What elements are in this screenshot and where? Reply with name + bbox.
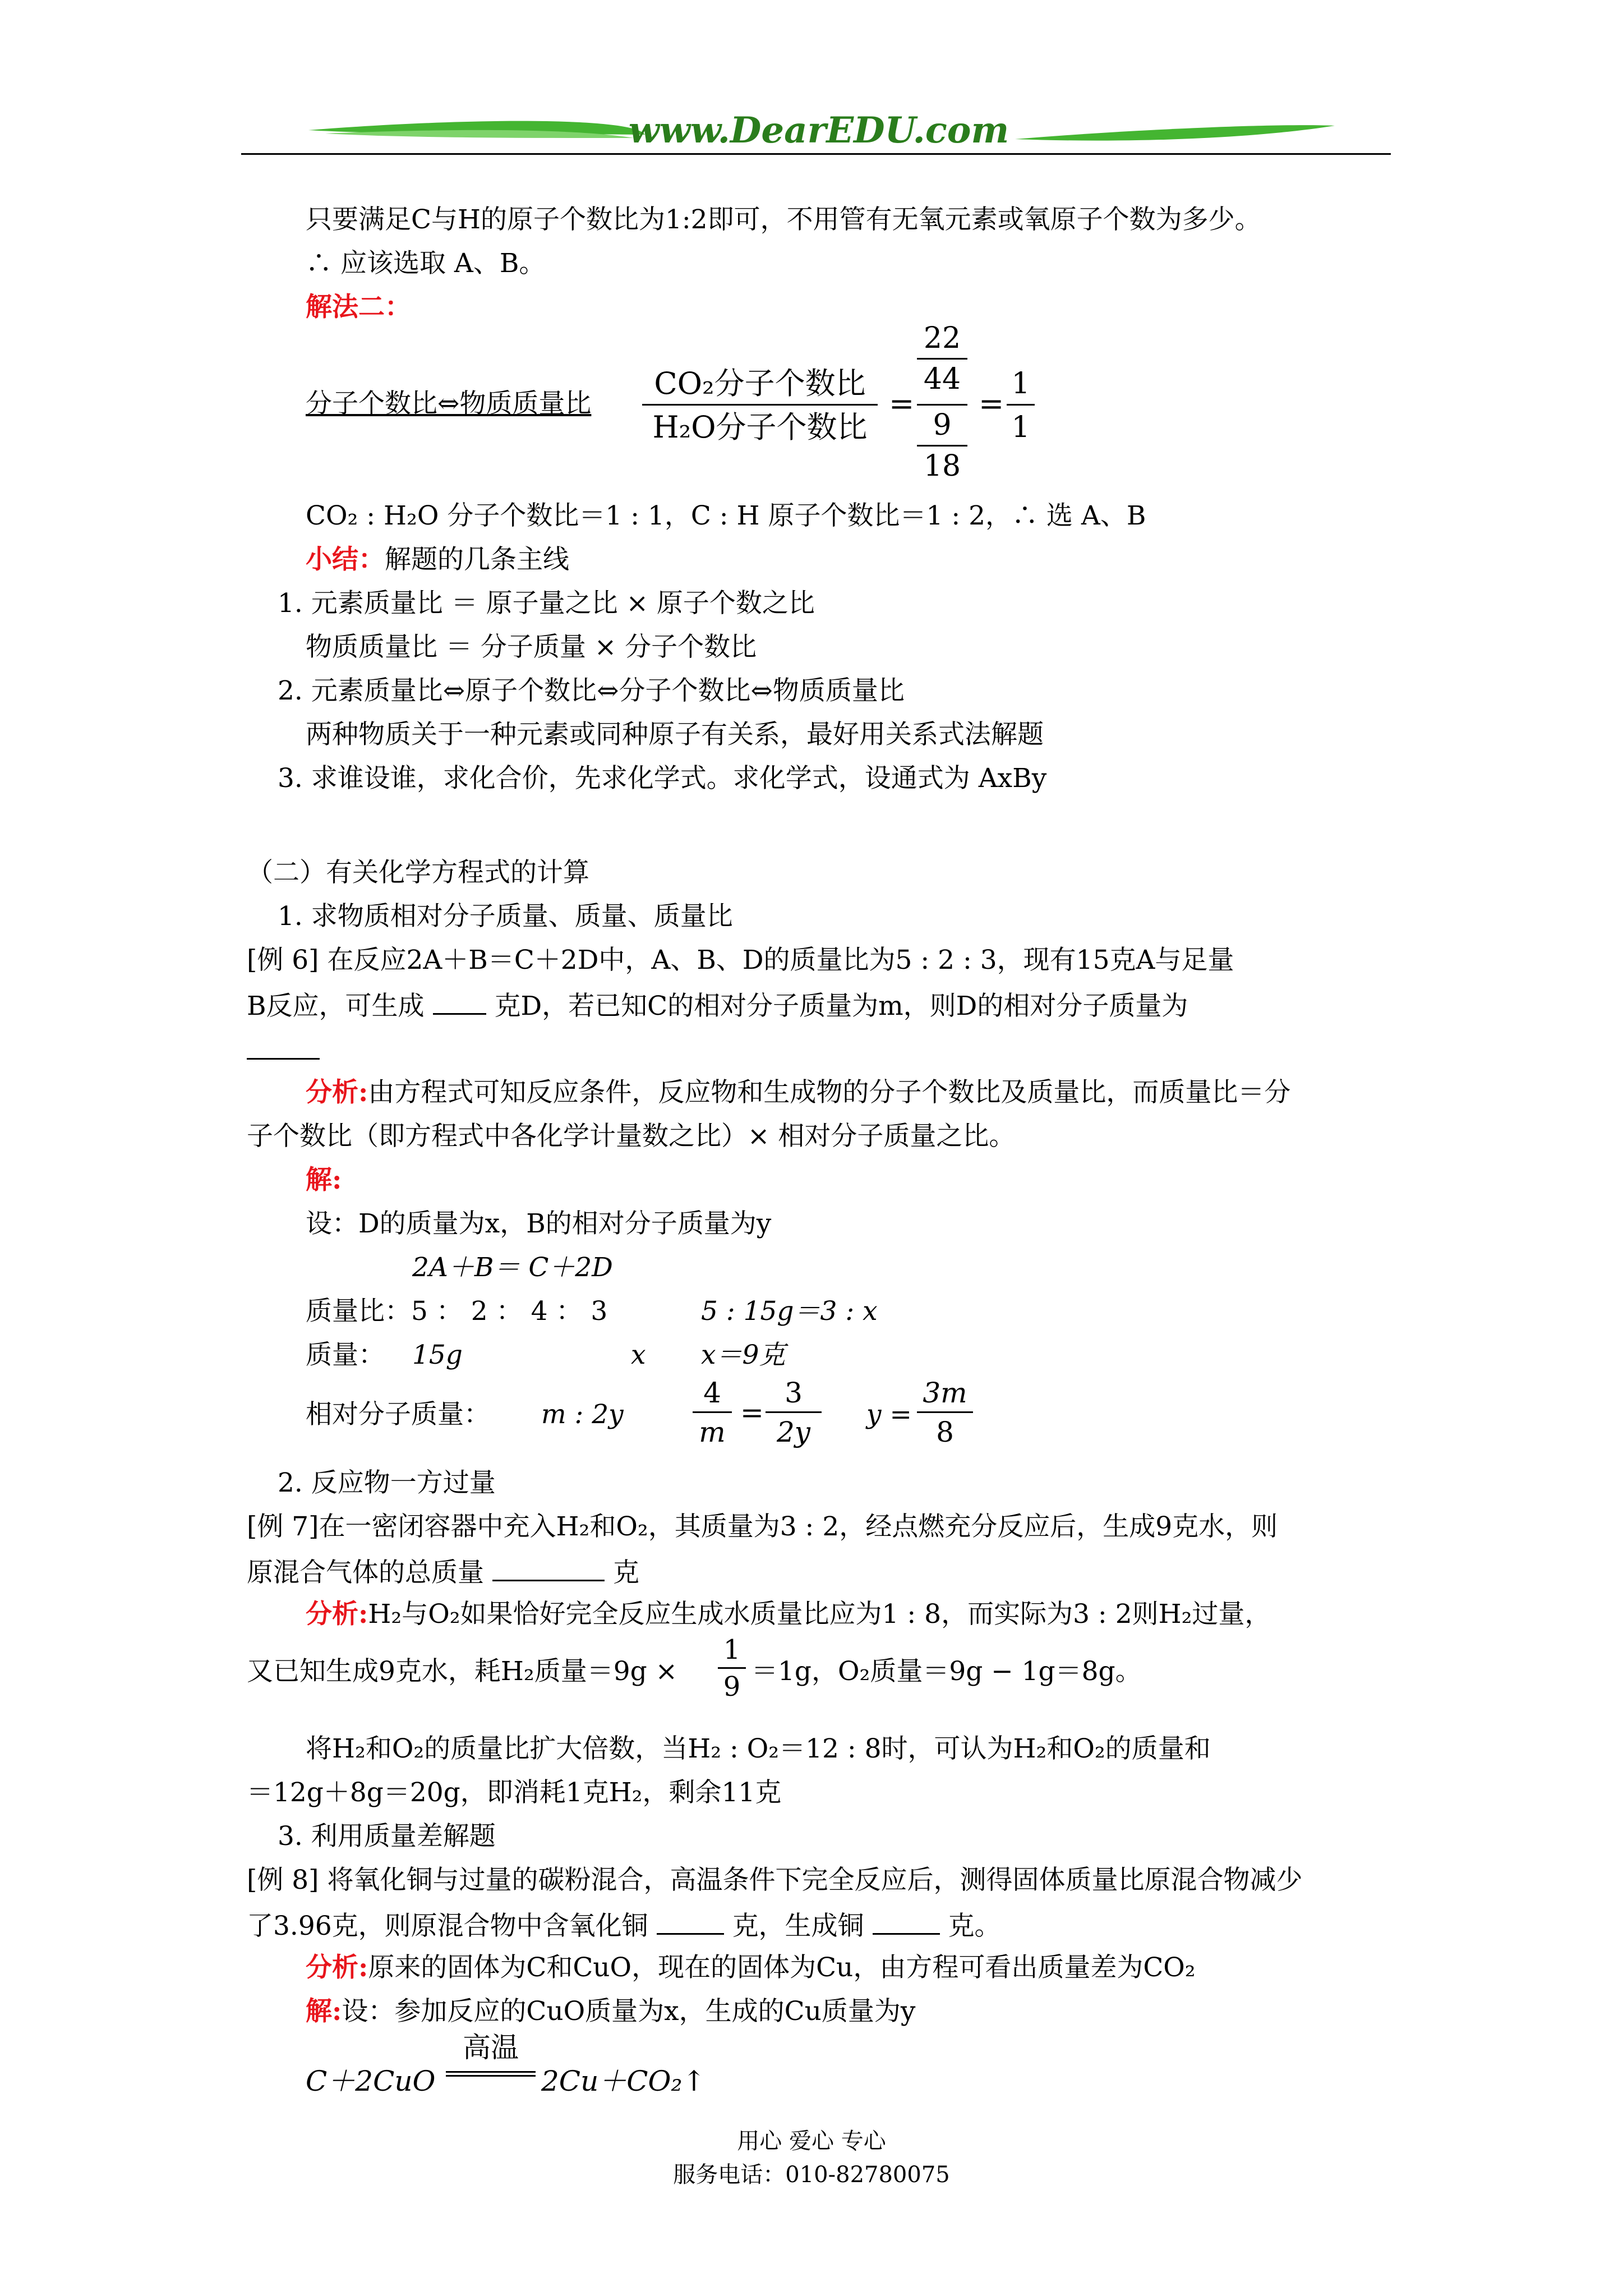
- analysis-label: 分析:: [306, 1077, 368, 1108]
- solution-6-let: 设：D的质量为x，B的相对分子质量为y: [306, 1208, 772, 1239]
- frac-3: 3: [766, 1374, 822, 1413]
- equals-sign: =: [889, 386, 915, 421]
- frac-m: m: [699, 1416, 726, 1448]
- analysis-6-line-2: 子个数比（即方程式中各化学计量数之比）× 相对分子质量之比。: [247, 1121, 1016, 1152]
- analysis-7-line-3: 将H₂和O₂的质量比扩大倍数，当H₂ : O₂＝12 : 8时，可认为H₂和O₂的质量和: [306, 1733, 1211, 1764]
- frac-8: 8: [936, 1416, 954, 1448]
- summary-text: 解题的几条主线: [385, 544, 569, 575]
- answer-blank-5: [873, 1907, 940, 1935]
- stack-9: 9: [917, 404, 967, 445]
- mass-x-result: x＝9克: [701, 1340, 786, 1370]
- analysis-7-line-1: [306, 1598, 1271, 1631]
- section-chemical-equation: （二）有关化学方程式的计算: [247, 857, 589, 888]
- solution-6-equation: 2A＋B＝ C＋2D: [412, 1252, 613, 1283]
- analysis-7-text-b: ＝1g，O₂质量＝9g − 1g＝8g。: [751, 1656, 1142, 1687]
- frac-3m: 3m: [917, 1374, 973, 1413]
- mass-ratio-proportion: 5 : 15g＝3 : x: [701, 1296, 878, 1327]
- example-7-text-b: 克: [612, 1557, 639, 1588]
- analysis-8-label: 分析:: [306, 1952, 368, 1983]
- footer-phone: 服务电话：010-82780075: [673, 2162, 950, 2188]
- text-line-1: 只要满足C与H的原子个数比为1:2即可，不用管有无氧元素或氧原子个数为多少。: [306, 204, 1261, 235]
- summary-label: 小结：: [306, 544, 385, 575]
- section-solution-2: 解法二：: [306, 292, 411, 323]
- stack-22: 22: [923, 321, 961, 355]
- example-7-line-1: [例 7]在一密闭容器中充入H₂和O₂，其质量为3 : 2，经点燃充分反应后，生成9克水，则: [247, 1511, 1278, 1542]
- reaction-condition: 高温: [463, 2031, 519, 2064]
- text-line-7: 1. 元素质量比 ＝ 原子量之比 × 原子个数之比: [278, 588, 815, 619]
- analysis-7-text: H₂与O₂如果恰好完全反应生成水质量比应为1 : 8，而实际为3 : 2则H₂过量，: [368, 1599, 1271, 1630]
- text-line-32: 3. 利用质量差解题: [278, 1821, 496, 1852]
- example-6-text-b: 克D，若已知C的相对分子质量为m，则D的相对分子质量为: [494, 991, 1188, 1022]
- equals-sign-2: =: [979, 386, 1004, 421]
- relative-mass-label: 相对分子质量：: [306, 1399, 490, 1430]
- example-8-line-1: [例 8] 将氧化铜与过量的碳粉混合，高温条件下完全反应后，测得固体质量比原混合物减少: [247, 1865, 1303, 1895]
- reaction-equals-bar: [446, 2071, 536, 2077]
- example-7-text-a: 原混合气体的总质量: [247, 1557, 484, 1588]
- text-line-25: 2. 反应物一方过量: [278, 1467, 496, 1498]
- reaction-products: 2Cu＋CO₂↑: [541, 2065, 706, 2097]
- example-6-line-2: [247, 987, 1188, 1023]
- result-numerator: 1: [1007, 364, 1035, 406]
- text-line-13: 1. 求物质相对分子质量、质量、质量比: [278, 901, 733, 932]
- frac-4: 4: [693, 1374, 732, 1413]
- ratio-fraction-numerator: CO₂分子个数比: [642, 364, 878, 406]
- mass-label: 质量：: [306, 1340, 385, 1370]
- text-line-10: 两种物质关于一种元素或同种原子有关系，最好用关系式法解题: [306, 719, 1044, 750]
- reaction-reactants: C＋2CuO: [306, 2065, 436, 2097]
- example-8-text-c: 克。: [948, 1911, 1001, 1941]
- footer-slogan: 用心 爱心 专心: [737, 2128, 886, 2154]
- example-6-line-1: [例 6] 在反应2A＋B＝C＋2D中，A、B、D的质量比为5 : 2 : 3，现有15克A与足量: [247, 945, 1234, 976]
- solution-8-text: 设：参加反应的CuO质量为x，生成的Cu质量为y: [342, 1996, 916, 2027]
- relative-mass-ratio: m : 2y: [541, 1399, 624, 1430]
- solution-label: 解:: [306, 1165, 342, 1195]
- solution-8-label: 解:: [306, 1996, 342, 2027]
- solution-8-line: [306, 1995, 915, 2028]
- result-denominator: 1: [1011, 411, 1030, 444]
- analysis-8-text: 原来的固体为C和CuO，现在的固体为Cu，由方程可看出质量差为CO₂: [368, 1952, 1196, 1983]
- frac-9: 9: [723, 1671, 741, 1703]
- y-equals: y =: [866, 1399, 912, 1430]
- analysis-7-text-a: 又已知生成9克水，耗H₂质量＝9g ×: [247, 1656, 678, 1687]
- frac-1: 1: [718, 1632, 746, 1669]
- mass-x: x: [631, 1340, 646, 1370]
- text-line-5: CO₂ : H₂O 分子个数比＝1 : 1，C : H 原子个数比＝1 : 2，∴ 选 A、B: [306, 500, 1146, 531]
- solution-6-mass: [306, 1338, 786, 1372]
- analysis-7-label: 分析:: [306, 1599, 368, 1630]
- stack-18: 18: [917, 445, 967, 486]
- example-6-text-a: B反应，可生成: [247, 991, 425, 1022]
- stack-44: 44: [917, 358, 967, 399]
- answer-blank-1: [433, 987, 486, 1015]
- ratio-fraction-denominator: H₂O分子个数比: [652, 409, 868, 445]
- analysis-8-line: [306, 1951, 1196, 1985]
- example-7-line-2: [247, 1554, 639, 1590]
- mass-15g: 15g: [412, 1340, 463, 1370]
- analysis-text: 由方程式可知反应条件，反应物和生成物的分子个数比及质量比，而质量比＝分: [368, 1077, 1291, 1108]
- text-line-8: 物质质量比 ＝ 分子质量 × 分子个数比: [306, 632, 757, 662]
- frac-2y: 2y: [776, 1416, 811, 1448]
- answer-blank-2: [247, 1032, 320, 1060]
- example-8-line-2: [247, 1907, 1000, 1943]
- example-8-text-a: 了3.96克，则原混合物中含氧化铜: [247, 1911, 648, 1941]
- mass-ratio-values: 质量比：5 ： 2 ： 4 ： 3: [306, 1296, 608, 1327]
- header-brand: www.DearEDU.com: [628, 109, 1009, 151]
- summary-line: [306, 543, 569, 577]
- answer-blank-4: [657, 1907, 724, 1935]
- text-line-9: 2. 元素质量比⇔原子个数比⇔分子个数比⇔物质质量比: [278, 675, 905, 706]
- ratio-equation-prefix: 分子个数比⇔物质质量比: [306, 388, 592, 419]
- solution-6-mass-ratio: [306, 1295, 878, 1328]
- example-8-text-b: 克，生成铜: [732, 1911, 864, 1941]
- header-rule: [241, 153, 1391, 155]
- analysis-7-line-4: ＝12g＋8g＝20g，即消耗1克H₂，剩余11克: [247, 1777, 782, 1808]
- answer-blank-3: [492, 1554, 605, 1581]
- text-line-2: ∴ 应该选取 A、B。: [306, 248, 546, 279]
- frac-equals: =: [740, 1396, 764, 1429]
- analysis-6-line-1: [306, 1076, 1290, 1110]
- text-line-11: 3. 求谁设谁，求化合价，先求化学式。求化学式，设通式为 AxBy: [278, 763, 1047, 794]
